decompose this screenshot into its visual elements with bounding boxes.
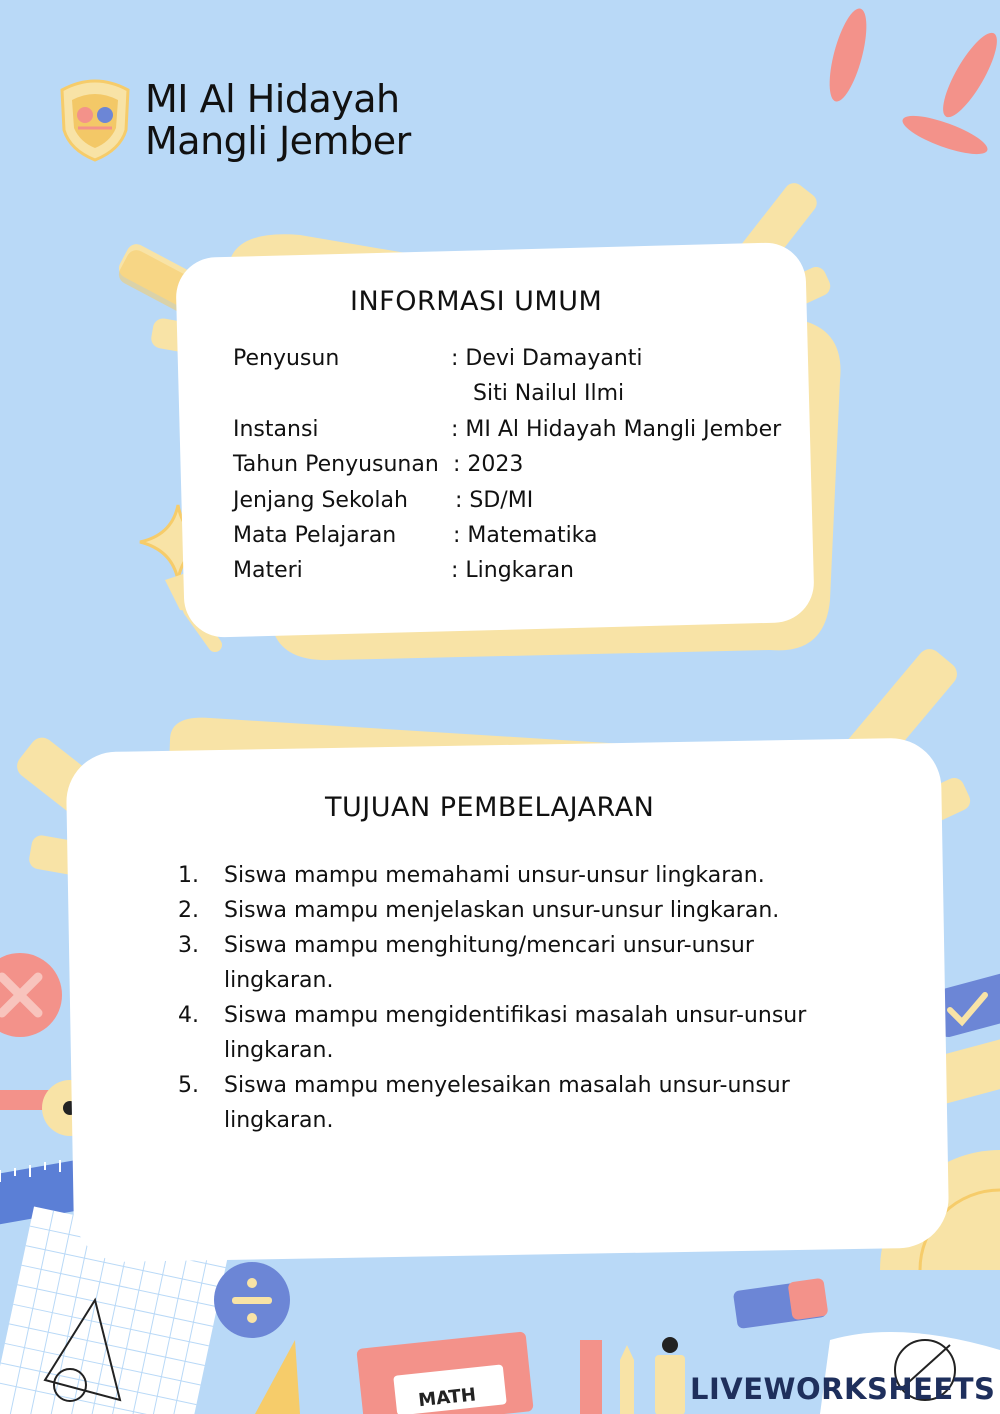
info-label: Materi	[233, 558, 303, 583]
school-name-line1: MI Al Hidayah	[145, 77, 400, 121]
list-item-number: 1.	[178, 863, 199, 888]
list-item	[178, 893, 858, 928]
list-item-number: 3.	[178, 933, 199, 958]
info-label: Jenjang Sekolah	[233, 488, 408, 513]
info-title: INFORMASI UMUM	[350, 286, 603, 317]
info-label: Instansi	[233, 417, 319, 442]
school-logo-icon	[62, 81, 128, 160]
divide-sign-icon	[214, 1262, 290, 1338]
list-item	[178, 1068, 864, 1138]
list-item-text: Siswa mampu menyelesaikan masalah unsur-unsur lingkaran.	[224, 1073, 790, 1133]
multiply-sign-icon	[0, 953, 62, 1037]
info-value: : 2023	[453, 452, 524, 477]
list-item-text: Siswa mampu mengidentifikasi masalah unsur-unsur lingkaran.	[224, 1003, 807, 1063]
triangle-ruler-decoration	[255, 1340, 300, 1414]
info-value: : SD/MI	[455, 488, 534, 513]
list-item-number: 4.	[178, 1003, 199, 1028]
math-book-decoration	[356, 1331, 533, 1414]
eraser-decoration	[733, 1278, 829, 1329]
objectives-title: TUJUAN PEMBELAJARAN	[325, 792, 655, 823]
list-item	[178, 928, 844, 998]
info-value: : Matematika	[453, 523, 598, 548]
list-item	[178, 858, 858, 893]
school-name	[145, 78, 411, 162]
info-value: : Lingkaran	[451, 558, 574, 583]
objectives-list	[178, 858, 858, 1138]
list-item	[178, 998, 858, 1068]
info-label: Mata Pelajaran	[233, 523, 397, 548]
info-label: Penyusun	[233, 346, 340, 371]
math-book-label: MATH	[417, 1384, 478, 1412]
info-value: : Devi Damayanti	[451, 346, 643, 371]
list-item-text: Siswa mampu memahami unsur-unsur lingkaran.	[224, 863, 765, 888]
watermark-text: LIVEWORKSHEETS	[690, 1372, 996, 1406]
list-item-text: Siswa mampu menghitung/mencari unsur-unsur lingkaran.	[224, 933, 754, 993]
list-item-number: 2.	[178, 898, 199, 923]
info-value: Siti Nailul Ilmi	[459, 381, 625, 406]
list-item-text: Siswa mampu menjelaskan unsur-unsur lingkaran.	[224, 898, 780, 923]
pencil-cup-decoration	[580, 1337, 685, 1414]
info-value: : MI Al Hidayah Mangli Jember	[451, 417, 782, 442]
liveworksheets-watermark[interactable]	[690, 1372, 995, 1406]
list-item-number: 5.	[178, 1073, 199, 1098]
coral-rays-decoration	[822, 5, 1000, 162]
info-label: Tahun Penyusunan	[233, 452, 439, 477]
school-name-line2: Mangli Jember	[145, 119, 411, 163]
